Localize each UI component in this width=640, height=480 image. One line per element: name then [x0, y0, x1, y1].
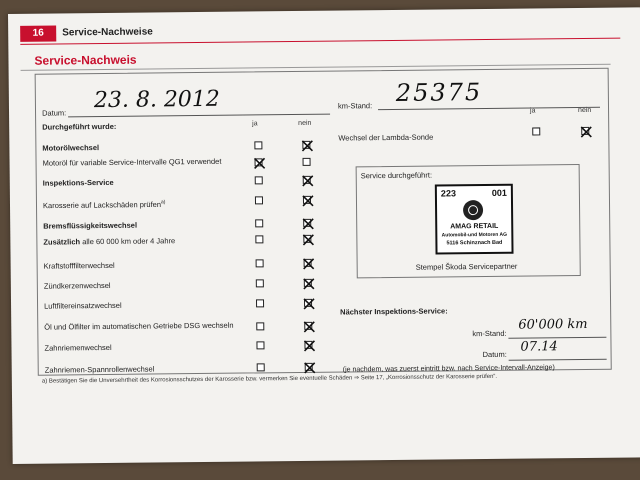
service-item-label — [44, 260, 234, 272]
service-item-text: Motoröl für variable Service-Intervalle QG1 verwendet — [42, 156, 222, 168]
header-title: Service-Nachweise — [62, 26, 153, 39]
service-item-ja-checkbox[interactable] — [254, 141, 262, 149]
next-km-value[interactable]: 60'000 km — [518, 316, 588, 333]
service-item-ja-checkbox[interactable] — [256, 279, 264, 287]
service-item-ja-checkbox[interactable] — [256, 322, 264, 330]
next-km-label: km-Stand: — [472, 328, 507, 339]
service-item-label — [43, 177, 233, 189]
footnote-ref: a) — [160, 199, 166, 206]
col-ja-header: ja — [252, 120, 258, 128]
page-number: 16 — [20, 25, 56, 41]
service-item-label-bold: Zusätzlich — [43, 237, 81, 247]
service-item-text: Bremsflüssigkeitswechsel — [43, 220, 138, 231]
stamp-right-number: 001 — [491, 187, 507, 198]
service-durchgefuehrt-label: Service durchgeführt: — [360, 170, 433, 181]
service-item-nein-checkbox[interactable] — [304, 322, 312, 330]
service-item-ja-checkbox[interactable] — [256, 299, 264, 307]
service-item-nein-checkbox[interactable] — [304, 341, 312, 349]
service-item-label — [43, 197, 233, 211]
service-item-nein-checkbox[interactable] — [304, 279, 312, 287]
service-item-text: Inspektions-Service — [42, 177, 114, 188]
service-item-text: Luftfiltereinsatzwechsel — [44, 300, 122, 311]
stamp-left-number: 223 — [440, 188, 456, 199]
service-item-label — [43, 236, 233, 248]
service-item-label — [43, 220, 233, 232]
service-item-text: Zahnriemenwechsel — [44, 342, 112, 353]
service-stamp-box — [356, 164, 581, 278]
service-item-label — [44, 300, 234, 312]
service-item-text: Öl und Ölfilter im automatischen Getriebe DSG wechseln — [44, 320, 234, 332]
service-item-nein-checkbox[interactable] — [303, 158, 311, 166]
dealer-stamp — [435, 184, 514, 255]
datum-label: Datum: — [41, 108, 67, 118]
lambda-ja-checkbox[interactable] — [532, 127, 540, 135]
durchgefuehrt-label: Durchgeführt wurde: — [42, 121, 117, 132]
service-item-label — [44, 342, 234, 354]
service-item-ja-checkbox[interactable] — [256, 341, 264, 349]
service-item-label — [45, 364, 235, 376]
section-title: Service-Nachweis — [34, 52, 137, 68]
next-service-title: Nächster Inspektions-Service: — [340, 306, 448, 317]
lambda-label: Wechsel der Lambda-Sonde — [338, 132, 434, 143]
service-item-ja-checkbox[interactable] — [257, 363, 265, 371]
km-stand-label: km-Stand: — [337, 101, 373, 111]
service-item-ja-checkbox[interactable] — [255, 235, 263, 243]
service-item-nein-checkbox[interactable] — [303, 235, 311, 243]
service-item-nein-checkbox[interactable] — [303, 196, 311, 204]
stamp-line-3: 5116 Schinznach Bad — [446, 239, 503, 247]
stamp-line-2: Automobil-und Motoren AG — [441, 231, 508, 239]
service-item-label — [44, 280, 234, 292]
service-item-ja-checkbox[interactable] — [255, 158, 263, 166]
lambda-nein-checkbox[interactable] — [581, 127, 589, 135]
km-stand-value[interactable]: 25375 — [395, 78, 483, 107]
service-item-text: alle 60 000 km oder 4 Jahre — [82, 236, 176, 247]
next-datum-underline — [509, 359, 607, 361]
footnote: a) Bestätigen Sie die Unversehrtheit des Korrosionsschutzes der Karosserie bzw. vermerken Sie eventuelle Schäden ⇒ Seite 17, „Korrosionsschutz der Karosserie prüfen“. — [41, 373, 498, 385]
service-item-nein-checkbox[interactable] — [302, 141, 310, 149]
service-item-nein-checkbox[interactable] — [305, 363, 313, 371]
service-item-text: Motorölwechsel — [42, 143, 100, 153]
service-item-ja-checkbox[interactable] — [255, 176, 263, 184]
booklet-page — [8, 7, 640, 464]
service-item-label — [42, 142, 232, 154]
lambda-ja-header: ja — [530, 107, 536, 115]
service-item-label — [44, 321, 234, 333]
service-item-label — [43, 157, 233, 169]
service-item-nein-checkbox[interactable] — [304, 259, 312, 267]
next-datum-value[interactable]: 07.14 — [520, 339, 558, 355]
datum-underline — [68, 114, 330, 118]
service-item-ja-checkbox[interactable] — [255, 196, 263, 204]
next-datum-label: Datum: — [482, 349, 507, 360]
skoda-logo-icon — [463, 200, 483, 220]
service-item-ja-checkbox[interactable] — [255, 219, 263, 227]
service-item-ja-checkbox[interactable] — [256, 259, 264, 267]
header-rule — [20, 38, 620, 45]
stamp-caption: Stempel Škoda Servicepartner — [415, 261, 518, 272]
service-item-text: Karosserie auf Lackschäden prüfen — [42, 199, 162, 211]
service-item-text: Kraftstofffilterwechsel — [43, 260, 115, 271]
km-stand-underline — [378, 107, 600, 110]
next-service-note: (je nachdem, was zuerst eintritt bzw. nach Service-Intervall-Anzeige) — [342, 364, 555, 374]
service-item-text: Zündkerzenwechsel — [43, 280, 111, 291]
col-nein-header: nein — [298, 119, 312, 127]
service-item-nein-checkbox[interactable] — [303, 219, 311, 227]
datum-value[interactable]: 23. 8. 2012 — [93, 86, 220, 114]
lambda-nein-header: nein — [578, 106, 592, 115]
service-item-nein-checkbox[interactable] — [303, 176, 311, 184]
stamp-line-1: AMAG RETAIL — [450, 222, 499, 231]
service-item-text: Zahnriemen-Spannrollenwechsel — [44, 364, 155, 375]
service-item-nein-checkbox[interactable] — [304, 299, 312, 307]
